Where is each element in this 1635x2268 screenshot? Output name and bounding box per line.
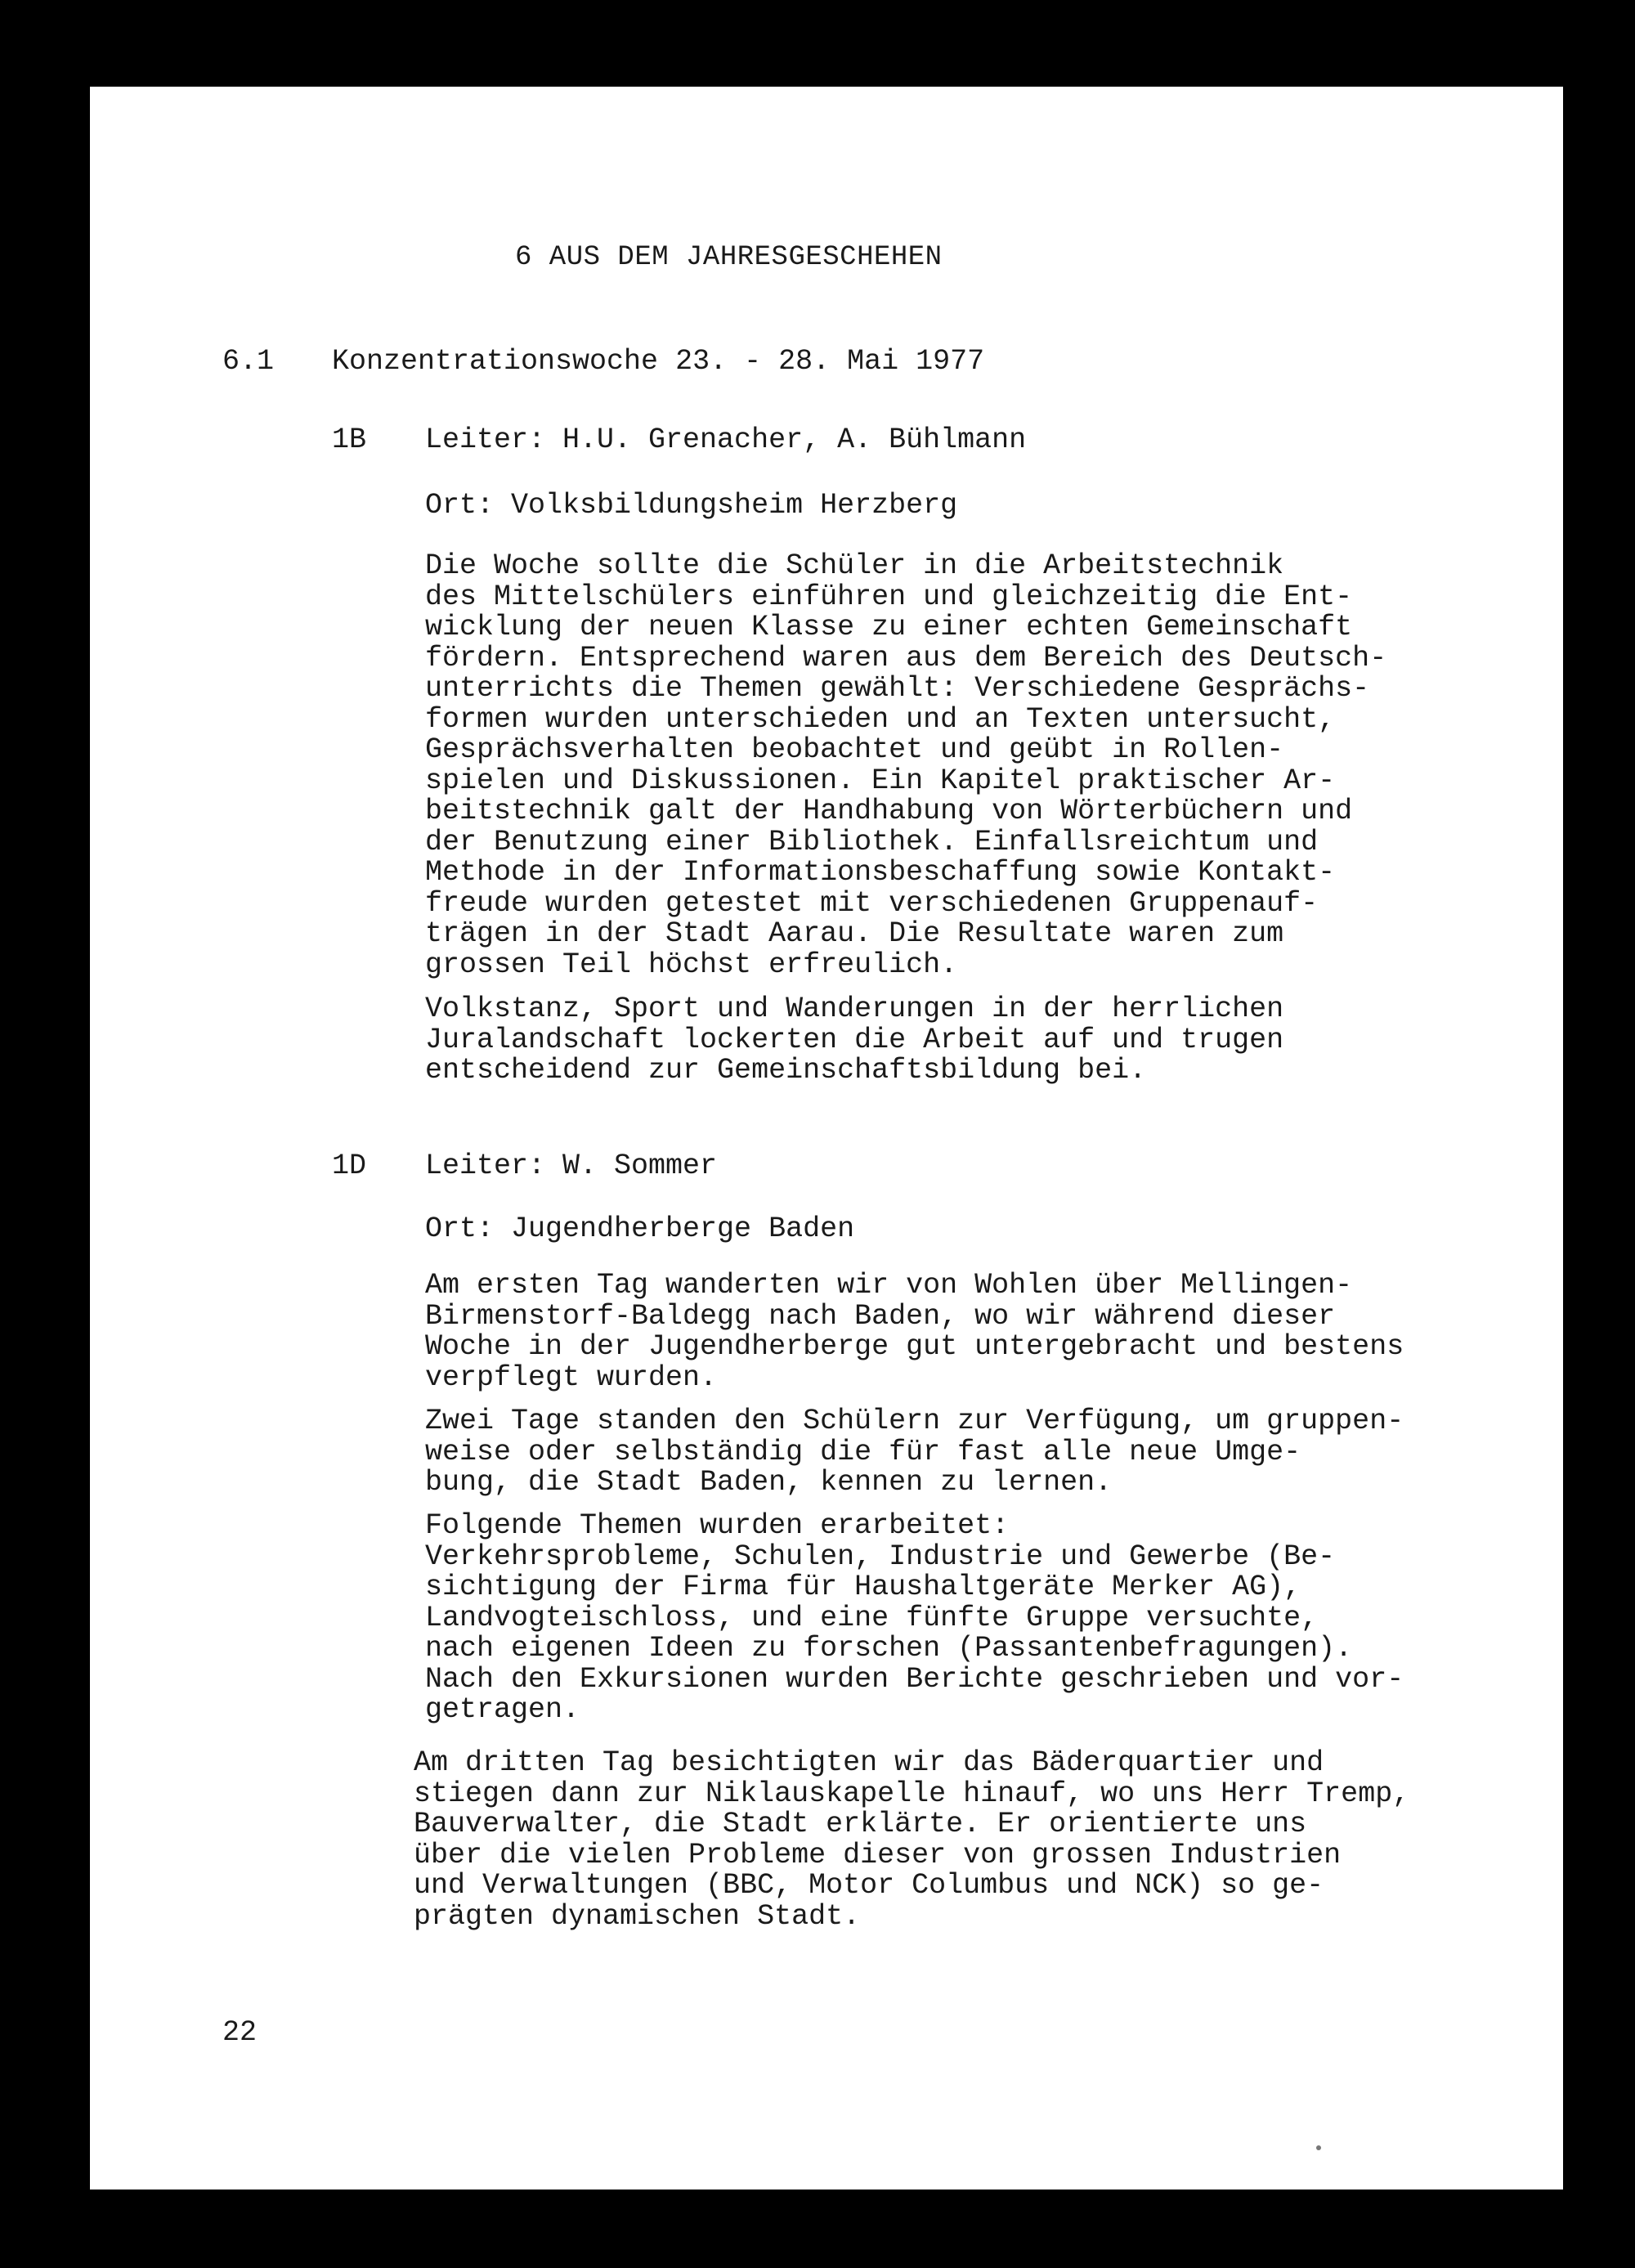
group-1b-place: Ort: Volksbildungsheim Herzberg bbox=[425, 489, 958, 522]
group-1b-code: 1B bbox=[332, 424, 367, 456]
group-1d-leader: Leiter: W. Sommer bbox=[425, 1150, 718, 1182]
group-1d-paragraph-2: Zwei Tage standen den Schülern zur Verfügung, um gruppen- weise oder selbständig die für fast alle neue Umge- bung, die Stadt Baden, kennen zu lernen. bbox=[425, 1405, 1404, 1499]
group-1d-place: Ort: Jugendherberge Baden bbox=[425, 1212, 855, 1245]
section-number: 6.1 bbox=[222, 345, 275, 378]
document-page bbox=[90, 87, 1563, 2190]
page-number: 22 bbox=[222, 2016, 258, 2049]
group-1d-code: 1D bbox=[332, 1150, 367, 1182]
group-1d-paragraph-1: Am ersten Tag wanderten wir von Wohlen über Mellingen- Birmenstorf-Baldegg nach Baden, wo wir während dieser Woche in der Jugendherberge gut untergebracht und bestens verpflegt wurden. bbox=[425, 1269, 1404, 1394]
scan-speck bbox=[1316, 2145, 1321, 2150]
chapter-heading: 6 AUS DEM JAHRESGESCHEHEN bbox=[515, 242, 943, 273]
group-1d-paragraph-3: Folgende Themen wurden erarbeitet: Verkehrsprobleme, Schulen, Industrie und Gewerbe (Be- sichtigung der Firma für Haushaltgeräte Merker AG), Landvogteischloss, und eine fünfte Gruppe versuchte, nach eigenen Ideen zu forschen (Passantenbefragungen). Nach den Exkursionen wurden Berichte geschrieben und vor- getragen. bbox=[425, 1509, 1404, 1726]
group-1b-paragraph-1: Die Woche sollte die Schüler in die Arbeitstechnik des Mittelschülers einführen und gleichzeitig die Ent- wicklung der neuen Klasse zu einer echten Gemeinschaft fördern. Entsprechend waren aus dem Bereich des Deutsch- unterrichts die Themen gewählt: Verschiedene Gesprächs- formen wurden unterschieden und an Texten untersucht, Gesprächsverhalten beobachtet und geübt in Rollen- spielen und Diskussionen. Ein Kapitel praktischer Ar- beitstechnik galt der Handhabung von Wörterbüchern und der Benutzung einer Bibliothek. Einfallsreichtum und Methode in der Informationsbeschaffung sowie Kontakt- freude wurden getestet mit verschiedenen Gruppenauf- trägen in der Stadt Aarau. Die Resultate waren zum grossen Teil höchst erfreulich. bbox=[425, 549, 1387, 981]
section-title: Konzentrationswoche 23. - 28. Mai 1977 bbox=[332, 345, 985, 378]
group-1b-leader: Leiter: H.U. Grenacher, A. Bühlmann bbox=[425, 424, 1027, 456]
group-1d-paragraph-4: Am dritten Tag besichtigten wir das Bäderquartier und stiegen dann zur Niklauskapelle hinauf, wo uns Herr Tremp, Bauverwalter, die Stadt erklärte. Er orientierte uns über die vielen Probleme dieser von grossen Industrien und Verwaltungen (BBC, Motor Columbus und NCK) so ge- prägten dynamischen Stadt. bbox=[414, 1746, 1410, 1933]
group-1b-paragraph-2: Volkstanz, Sport und Wanderungen in der herrlichen Juralandschaft lockerten die Arbeit auf und trugen entscheidend zur Gemeinschaftsbildung bei. bbox=[425, 993, 1284, 1087]
